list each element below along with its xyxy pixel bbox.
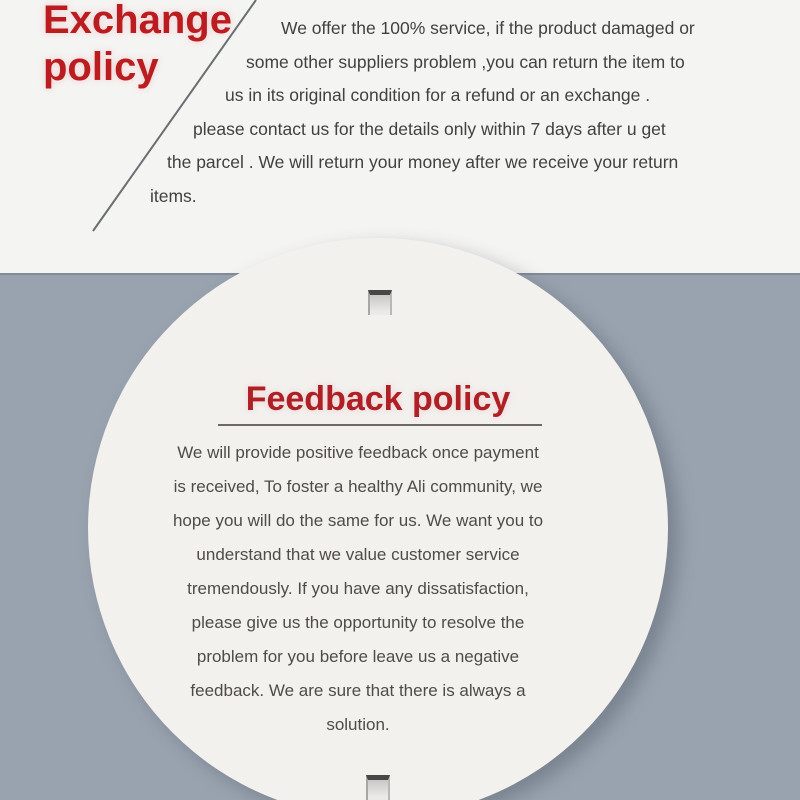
exchange-policy-text [0, 12, 800, 213]
exchange-policy-title: Exchange policy [43, 0, 232, 89]
feedback-title-underline [218, 424, 542, 426]
text-line: understand that we value customer service [196, 545, 520, 564]
text-line: the parcel . We will return your money after we receive your return [167, 152, 679, 172]
exchange-policy-section [0, 0, 800, 273]
text-line: us in its original condition for a refund or an exchange . [225, 85, 651, 105]
text-line: solution. [326, 715, 390, 734]
text-line: is received, To foster a healthy Ali community, we [173, 477, 543, 496]
feedback-policy-title: Feedback policy [245, 380, 511, 418]
tag-hole-top-icon [368, 290, 392, 315]
feedback-policy-text [0, 436, 716, 742]
text-line: please contact us for the details only within 7 days after u get [193, 118, 666, 139]
text-line: some other suppliers problem ,you can return the item to [246, 51, 685, 72]
text-line: We offer the 100% service, if the product damaged or [281, 18, 695, 38]
text-line: items. [150, 185, 197, 206]
text-line: We will provide positive feedback once payment [177, 443, 539, 462]
tag-hole-bottom-icon [366, 775, 390, 800]
text-line: hope you will do the same for us. We want you to [172, 511, 544, 530]
text-line: problem for you before leave us a negative [196, 647, 520, 666]
text-line: please give us the opportunity to resolve the [191, 613, 525, 632]
text-line: feedback. We are sure that there is always a [190, 681, 526, 700]
text-line: tremendously. If you have any dissatisfaction, [187, 579, 529, 598]
